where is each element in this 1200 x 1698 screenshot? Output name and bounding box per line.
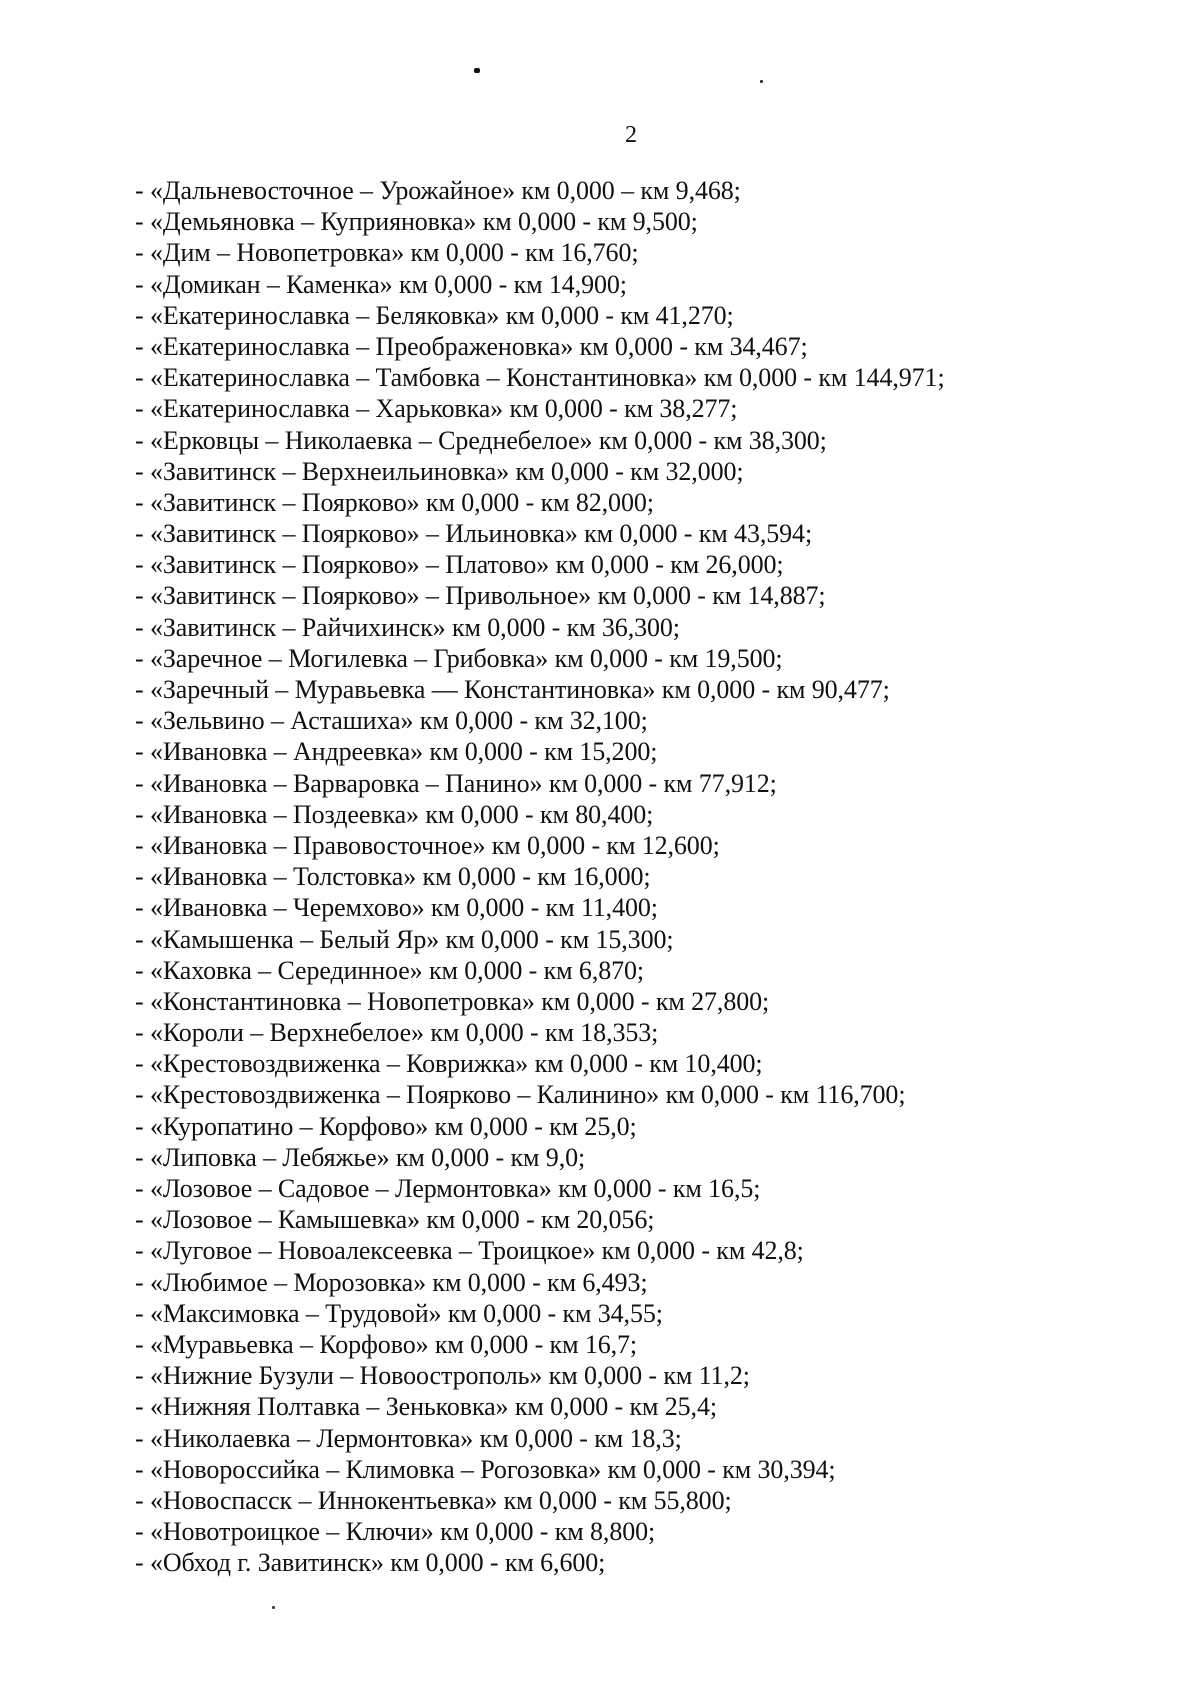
road-list-item: - «Луговое – Новоалексеевка – Троицкое» км 0,000 - км 42,8; <box>135 1236 804 1266</box>
road-list-item: - «Ивановка – Черемхово» км 0,000 - км 11,400; <box>135 893 658 923</box>
road-list-item: - «Демьяновка – Куприяновка» км 0,000 - км 9,500; <box>135 207 698 237</box>
road-list-item: - «Максимовка – Трудовой» км 0,000 - км 34,55; <box>135 1298 663 1328</box>
road-list-item: - «Ивановка – Поздеевка» км 0,000 - км 80,400; <box>135 799 654 829</box>
road-list-item: - «Нижняя Полтавка – Зеньковка» км 0,000 - км 25,4; <box>135 1392 717 1422</box>
road-list-item: - «Екатеринославка – Преображеновка» км 0,000 - км 34,467; <box>135 331 808 361</box>
road-list-item: - «Ивановка – Андреевка» км 0,000 - км 15,200; <box>135 737 658 767</box>
road-list-item: - «Домикан – Каменка» км 0,000 - км 14,900; <box>135 269 627 299</box>
road-list <box>135 175 945 1578</box>
road-list-item: - «Нижние Бузули – Новоострополь» км 0,000 - км 11,2; <box>135 1361 750 1391</box>
road-list-item: - «Короли – Верхнебелое» км 0,000 - км 18,353; <box>135 1018 659 1048</box>
page-number: 2 <box>625 122 637 148</box>
road-list-item: - «Ивановка – Толстовка» км 0,000 - км 16,000; <box>135 862 651 892</box>
road-list-item: - «Дим – Новопетровка» км 0,000 - км 16,760; <box>135 238 639 268</box>
road-list-item: - «Липовка – Лебяжье» км 0,000 - км 9,0; <box>135 1142 586 1172</box>
road-list-item: - «Новоспасск – Иннокентьевка» км 0,000 - км 55,800; <box>135 1485 732 1515</box>
road-list-item: - «Екатеринославка – Беляковка» км 0,000 - км 41,270; <box>135 300 734 330</box>
scan-speck <box>272 1606 275 1609</box>
road-list-item: - «Николаевка – Лермонтовка» км 0,000 - км 18,3; <box>135 1423 682 1453</box>
road-list-item: - «Завитинск – Поярково» км 0,000 - км 82,000; <box>135 487 654 517</box>
road-list-item: - «Завитинск – Райчихинск» км 0,000 - км 36,300; <box>135 612 680 642</box>
road-list-item: - «Крестовоздвиженка – Поярково – Калинино» км 0,000 - км 116,700; <box>135 1080 906 1110</box>
road-list-item: - «Новотроицкое – Ключи» км 0,000 - км 8,800; <box>135 1517 656 1547</box>
road-list-item: - «Дальневосточное – Урожайное» км 0,000 – км 9,468; <box>135 176 741 205</box>
road-list-item: - «Константиновка – Новопетровка» км 0,000 - км 27,800; <box>135 986 770 1016</box>
road-list-item: - «Екатеринославка – Харьковка» км 0,000 - км 38,277; <box>135 394 738 424</box>
road-list-item: - «Новороссийка – Климовка – Рогозовка» км 0,000 - км 30,394; <box>135 1454 836 1484</box>
road-list-item: - «Куропатино – Корфово» км 0,000 - км 25,0; <box>135 1111 637 1141</box>
road-list-item: - «Завитинск – Поярково» – Ильиновка» км 0,000 - км 43,594; <box>135 519 813 549</box>
road-list-item: - «Завитинск – Поярково» – Платово» км 0,000 - км 26,000; <box>135 550 784 580</box>
road-list-item: - «Заречный – Муравьевка — Константиновка» км 0,000 - км 90,477; <box>135 675 890 704</box>
road-list-item: - «Лозовое – Камышевка» км 0,000 - км 20,056; <box>135 1205 655 1235</box>
scan-speck <box>760 80 763 83</box>
road-list-item: - «Завитинск – Поярково» – Привольное» км 0,000 - км 14,887; <box>135 581 826 611</box>
road-list-item: - «Камышенка – Белый Яр» км 0,000 - км 15,300; <box>135 924 674 954</box>
road-list-item: - «Лозовое – Садовое – Лермонтовка» км 0,000 - км 16,5; <box>135 1174 761 1203</box>
road-list-item: - «Ивановка – Варваровка – Панино» км 0,000 - км 77,912; <box>135 768 777 798</box>
scan-speck <box>474 68 480 73</box>
road-list-item: - «Заречное – Могилевка – Грибовка» км 0,000 - км 19,500; <box>135 643 783 673</box>
road-list-item: - «Екатеринославка – Тамбовка – Константиновка» км 0,000 - км 144,971; <box>135 363 945 393</box>
road-list-item: - «Ивановка – Правовосточное» км 0,000 - км 12,600; <box>135 830 720 860</box>
road-list-item: - «Завитинск – Верхнеильиновка» км 0,000 - км 32,000; <box>135 456 744 486</box>
road-list-item: - «Любимое – Морозовка» км 0,000 - км 6,493; <box>135 1267 648 1297</box>
road-list-item: - «Каховка – Серединное» км 0,000 - км 6,870; <box>135 955 645 985</box>
road-list-item: - «Крестовоздвиженка – Коврижка» км 0,000 - км 10,400; <box>135 1049 763 1079</box>
road-list-item: - «Ерковцы – Николаевка – Среднебелое» км 0,000 - км 38,300; <box>135 425 827 455</box>
road-list-item: - «Обход г. Завитинск» км 0,000 - км 6,600; <box>135 1548 606 1578</box>
road-list-item: - «Муравьевка – Корфово» км 0,000 - км 16,7; <box>135 1329 638 1359</box>
road-list-item: - «Зельвино – Асташиха» км 0,000 - км 32,100; <box>135 706 648 736</box>
